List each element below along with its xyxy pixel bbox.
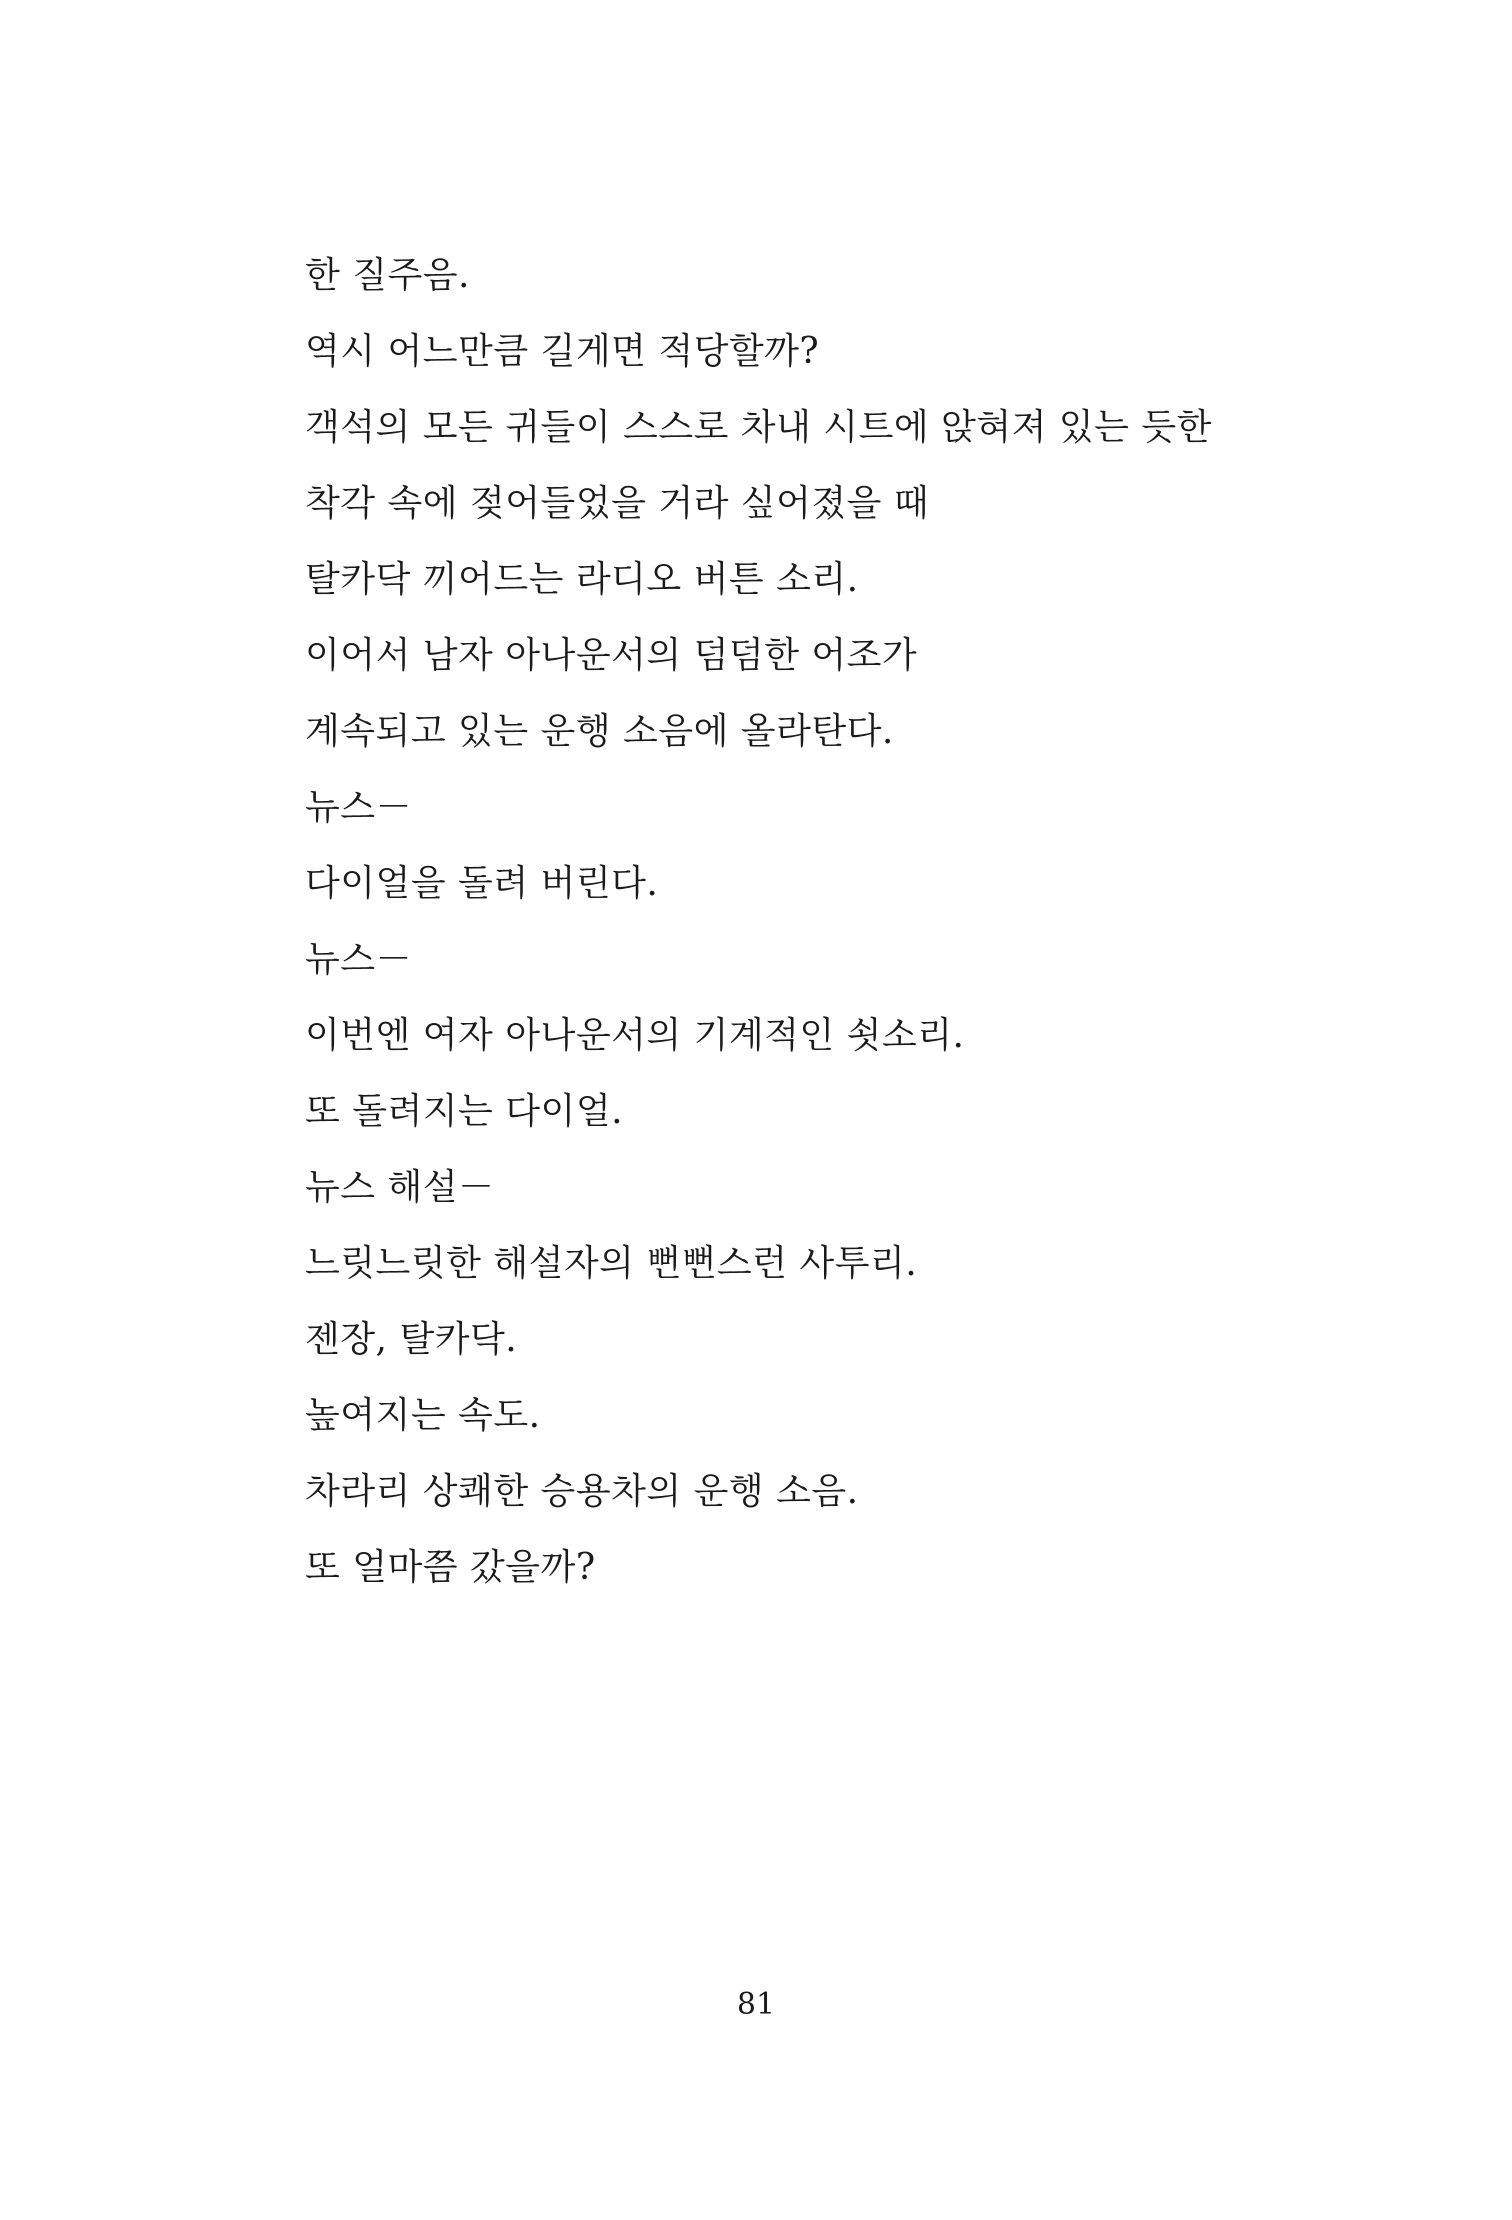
text-line: 한 질주음. (305, 255, 470, 296)
page-number: 81 (736, 1987, 776, 2022)
text-line: 뉴스 해설－ (305, 1167, 495, 1208)
text-line: 높여지는 속도. (305, 1395, 541, 1436)
text-line: 또 돌려지는 다이얼. (305, 1091, 624, 1132)
text-line: 차라리 상쾌한 승용차의 운행 소음. (305, 1471, 859, 1512)
text-line: 이번엔 여자 아나운서의 기계적인 쇳소리. (305, 1015, 965, 1056)
text-line: 다이얼을 돌려 버린다. (305, 863, 659, 904)
text-line: 탈카닥 끼어드는 라디오 버튼 소리. (305, 559, 859, 600)
text-line: 느릿느릿한 해설자의 뻔뻔스런 사투리. (305, 1243, 918, 1284)
text-line: 계속되고 있는 운행 소음에 올라탄다. (305, 711, 894, 752)
text-line: 객석의 모든 귀들이 스스로 차내 시트에 앉혀져 있는 듯한 (305, 407, 1212, 448)
text-line: 뉴스－ (305, 787, 413, 828)
body-text (305, 248, 1305, 1616)
text-line: 젠장, 탈카닥. (305, 1319, 518, 1360)
text-line: 뉴스－ (305, 939, 413, 980)
text-line: 착각 속에 젖어들었을 거라 싶어졌을 때 (305, 483, 930, 524)
text-line: 역시 어느만큼 길게면 적당할까? (305, 331, 820, 372)
text-line: 이어서 남자 아나운서의 덤덤한 어조가 (305, 635, 918, 676)
text-line: 또 얼마쯤 갔을까? (305, 1547, 596, 1588)
